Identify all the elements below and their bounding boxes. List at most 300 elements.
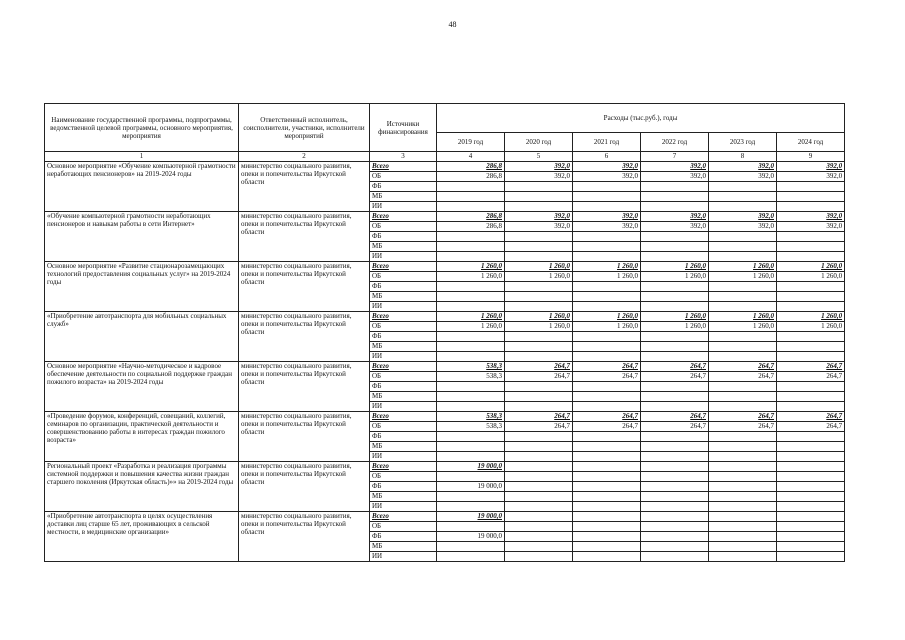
expense-value: [437, 472, 505, 482]
expense-value: [437, 402, 505, 412]
expense-value: [641, 522, 709, 532]
header-expenses: Расходы (тыс.руб.), годы: [437, 104, 845, 133]
expense-value: [505, 442, 573, 452]
expense-value: 286,8: [437, 162, 505, 172]
expense-value: [641, 392, 709, 402]
expense-value: [709, 432, 777, 442]
expense-value: [777, 512, 845, 522]
column-number: 9: [777, 152, 845, 162]
expense-value: [641, 342, 709, 352]
expense-value: 1 260,0: [641, 322, 709, 332]
expense-value: [709, 522, 777, 532]
expense-value: 392,0: [709, 172, 777, 182]
expense-value: [641, 252, 709, 262]
expense-value: [641, 452, 709, 462]
activity-name: Основное мероприятие «Обучение компьютерной грамотности неработающих пенсионеров» на 2019-2024 годы: [45, 162, 239, 212]
expense-value: 1 260,0: [573, 272, 641, 282]
expense-value: [709, 352, 777, 362]
expense-value: [777, 202, 845, 212]
expense-value: [777, 292, 845, 302]
expense-value: 392,0: [777, 212, 845, 222]
expense-value: [573, 462, 641, 472]
expense-value: 264,7: [777, 412, 845, 422]
funding-source: ИИ: [370, 402, 437, 412]
expense-value: 264,7: [641, 422, 709, 432]
header-year: 2019 год: [437, 133, 505, 152]
expense-value: [641, 242, 709, 252]
funding-source: Всего: [370, 212, 437, 222]
expense-value: 1 260,0: [573, 312, 641, 322]
expense-value: [777, 232, 845, 242]
expense-value: [573, 232, 641, 242]
expense-value: [641, 302, 709, 312]
expense-value: [709, 462, 777, 472]
expense-value: [437, 382, 505, 392]
expense-value: [437, 342, 505, 352]
expense-value: [573, 202, 641, 212]
expense-value: [777, 462, 845, 472]
expense-value: [437, 502, 505, 512]
expense-value: 264,7: [709, 372, 777, 382]
expense-value: [437, 332, 505, 342]
expense-value: [709, 242, 777, 252]
expense-value: 392,0: [505, 212, 573, 222]
funding-source: МБ: [370, 492, 437, 502]
responsible-executor: министерство социального развития, опеки и попечительства Иркутской области: [239, 362, 370, 412]
expense-value: [573, 522, 641, 532]
expense-value: [505, 282, 573, 292]
expense-value: 286,8: [437, 222, 505, 232]
funding-source: МБ: [370, 242, 437, 252]
expense-value: [641, 182, 709, 192]
expense-value: [709, 252, 777, 262]
expense-value: [573, 442, 641, 452]
expense-value: [641, 432, 709, 442]
expense-value: 264,7: [505, 362, 573, 372]
expense-value: [573, 492, 641, 502]
funding-source: ИИ: [370, 252, 437, 262]
activity-name: «Обучение компьютерной грамотности неработающих пенсионеров и навыкам работы в сети Интернет»: [45, 212, 239, 262]
header-row: [45, 104, 845, 133]
expense-value: [777, 192, 845, 202]
expense-value: [777, 542, 845, 552]
expense-value: [437, 492, 505, 502]
expense-value: [709, 302, 777, 312]
expense-value: [777, 472, 845, 482]
activity-row: [45, 212, 845, 222]
expense-value: [573, 472, 641, 482]
expense-value: [641, 402, 709, 412]
expense-value: [641, 552, 709, 562]
activity-row: [45, 162, 845, 172]
funding-source: ИИ: [370, 552, 437, 562]
expense-value: [641, 352, 709, 362]
expense-value: [777, 522, 845, 532]
expense-value: [641, 192, 709, 202]
expense-value: [437, 232, 505, 242]
expense-value: 392,0: [573, 222, 641, 232]
expense-value: [573, 292, 641, 302]
expense-value: 538,3: [437, 422, 505, 432]
expense-value: [437, 432, 505, 442]
expense-value: [437, 202, 505, 212]
expense-value: [777, 442, 845, 452]
expense-value: [505, 342, 573, 352]
funding-source: ФБ: [370, 232, 437, 242]
expense-value: [641, 382, 709, 392]
expense-value: [505, 292, 573, 302]
activity-row: [45, 312, 845, 322]
expense-value: [709, 392, 777, 402]
expense-value: [641, 542, 709, 552]
expense-value: [777, 332, 845, 342]
expense-value: [709, 512, 777, 522]
expense-value: 264,7: [641, 412, 709, 422]
expense-value: [709, 472, 777, 482]
expense-value: 1 260,0: [641, 312, 709, 322]
expense-value: [437, 452, 505, 462]
expense-value: [709, 552, 777, 562]
expense-value: [573, 402, 641, 412]
expense-value: 392,0: [641, 222, 709, 232]
responsible-executor: министерство социального развития, опеки и попечительства Иркутской области: [239, 462, 370, 512]
column-number: 5: [505, 152, 573, 162]
expense-value: [641, 482, 709, 492]
expense-value: [777, 382, 845, 392]
expense-value: [709, 332, 777, 342]
expense-value: 392,0: [777, 162, 845, 172]
expense-value: [573, 302, 641, 312]
responsible-executor: министерство социального развития, опеки и попечительства Иркутской области: [239, 212, 370, 262]
expense-value: 392,0: [777, 222, 845, 232]
expense-value: [437, 302, 505, 312]
expense-value: [777, 392, 845, 402]
expense-value: 392,0: [573, 162, 641, 172]
expense-value: [573, 502, 641, 512]
expense-value: 19 000,0: [437, 512, 505, 522]
expense-value: [573, 332, 641, 342]
activity-name: «Приобретение автотранспорта для мобильных социальных служб»: [45, 312, 239, 362]
funding-source: ОБ: [370, 172, 437, 182]
expense-value: 1 260,0: [709, 272, 777, 282]
funding-source: Всего: [370, 412, 437, 422]
expense-value: [505, 482, 573, 492]
expense-value: 1 260,0: [437, 322, 505, 332]
expense-value: [437, 292, 505, 302]
expense-value: 1 260,0: [437, 262, 505, 272]
expense-value: 1 260,0: [709, 262, 777, 272]
expense-value: [505, 432, 573, 442]
funding-source: ФБ: [370, 332, 437, 342]
column-number: 7: [641, 152, 709, 162]
activity-name: «Проведение форумов, конференций, совещаний, коллегий, семинаров по организации, практической деятельности и совершенствованию работы в интересах граждан пожилого возраста»: [45, 412, 239, 462]
responsible-executor: министерство социального развития, опеки и попечительства Иркутской области: [239, 512, 370, 562]
expense-value: 538,3: [437, 362, 505, 372]
expense-value: [709, 282, 777, 292]
header-year: 2023 год: [709, 133, 777, 152]
expense-value: 392,0: [641, 172, 709, 182]
expense-value: 19 000,0: [437, 462, 505, 472]
expense-value: [709, 192, 777, 202]
expense-value: [573, 512, 641, 522]
expense-value: [777, 282, 845, 292]
expense-value: [505, 492, 573, 502]
responsible-executor: министерство социального развития, опеки и попечительства Иркутской области: [239, 262, 370, 312]
funding-source: ОБ: [370, 522, 437, 532]
expense-value: [709, 452, 777, 462]
expense-value: [505, 242, 573, 252]
expense-value: 264,7: [709, 412, 777, 422]
expense-value: 264,7: [777, 362, 845, 372]
column-number: 2: [239, 152, 370, 162]
expense-value: 286,8: [437, 172, 505, 182]
expense-value: [437, 552, 505, 562]
expense-value: [777, 252, 845, 262]
column-number: 3: [370, 152, 437, 162]
column-numbers-row: [45, 152, 845, 162]
expense-value: [777, 352, 845, 362]
funding-source: Всего: [370, 162, 437, 172]
funding-source: ОБ: [370, 322, 437, 332]
expense-value: 1 260,0: [777, 262, 845, 272]
expense-value: [777, 552, 845, 562]
page-number: 48: [448, 20, 457, 29]
expense-value: 392,0: [573, 172, 641, 182]
expense-value: [437, 242, 505, 252]
expense-value: 1 260,0: [437, 272, 505, 282]
expense-value: 264,7: [573, 372, 641, 382]
funding-source: МБ: [370, 392, 437, 402]
expense-value: [505, 472, 573, 482]
expense-value: [573, 342, 641, 352]
expense-value: [505, 252, 573, 262]
expense-value: [573, 282, 641, 292]
expense-value: 1 260,0: [573, 262, 641, 272]
expense-value: [709, 492, 777, 502]
expense-value: 1 260,0: [505, 262, 573, 272]
expense-value: 1 260,0: [709, 322, 777, 332]
expense-value: [573, 352, 641, 362]
expense-value: 1 260,0: [437, 312, 505, 322]
funding-source: ИИ: [370, 302, 437, 312]
expense-value: [505, 522, 573, 532]
expense-value: [505, 382, 573, 392]
expense-value: 264,7: [573, 362, 641, 372]
header-year: 2024 год: [777, 133, 845, 152]
funding-source: ФБ: [370, 282, 437, 292]
expense-value: [505, 502, 573, 512]
header-name: Наименование государственной программы, подпрограммы, ведомственной целевой программы, основного мероприятия, мероприятия: [45, 104, 239, 152]
activity-row: [45, 362, 845, 372]
expense-value: [709, 202, 777, 212]
header-year: 2022 год: [641, 133, 709, 152]
expense-value: [437, 252, 505, 262]
expense-value: [437, 182, 505, 192]
expense-value: [777, 532, 845, 542]
expense-value: 264,7: [505, 412, 573, 422]
expense-value: [505, 462, 573, 472]
funding-source: Всего: [370, 262, 437, 272]
expense-value: [641, 532, 709, 542]
expense-value: [437, 352, 505, 362]
expense-value: [641, 502, 709, 512]
funding-source: МБ: [370, 542, 437, 552]
expense-value: [777, 492, 845, 502]
expense-value: [505, 202, 573, 212]
expense-value: 392,0: [709, 212, 777, 222]
expense-value: [709, 182, 777, 192]
expense-value: [641, 472, 709, 482]
header-year: 2021 год: [573, 133, 641, 152]
budget-table: [44, 103, 845, 562]
expense-value: [709, 542, 777, 552]
expense-value: [777, 402, 845, 412]
expense-value: [505, 402, 573, 412]
responsible-executor: министерство социального развития, опеки и попечительства Иркутской области: [239, 412, 370, 462]
responsible-executor: министерство социального развития, опеки и попечительства Иркутской области: [239, 162, 370, 212]
responsible-executor: министерство социального развития, опеки и попечительства Иркутской области: [239, 312, 370, 362]
expense-value: [505, 392, 573, 402]
funding-source: ФБ: [370, 432, 437, 442]
activity-name: «Приобретение автотранспорта в целях осуществления доставки лиц старше 65 лет, проживающих в сельской местности, в медицинские организации»: [45, 512, 239, 562]
expense-value: [641, 332, 709, 342]
expense-value: [573, 432, 641, 442]
column-number: 1: [45, 152, 239, 162]
expense-value: 392,0: [641, 162, 709, 172]
expense-value: 1 260,0: [709, 312, 777, 322]
funding-source: ОБ: [370, 372, 437, 382]
expense-value: 1 260,0: [641, 272, 709, 282]
expense-value: [505, 542, 573, 552]
expense-value: 286,8: [437, 212, 505, 222]
funding-source: ИИ: [370, 502, 437, 512]
funding-source: МБ: [370, 292, 437, 302]
activity-name: Основное мероприятие «Развитие стационарозамещающих технологий предоставления социальных услуг» на 2019-2024 годы: [45, 262, 239, 312]
expense-value: [573, 252, 641, 262]
funding-source: ИИ: [370, 452, 437, 462]
expense-value: 264,7: [709, 422, 777, 432]
expense-value: 264,7: [505, 372, 573, 382]
expense-value: [641, 442, 709, 452]
expense-value: [573, 192, 641, 202]
expense-value: [573, 242, 641, 252]
expense-value: [777, 482, 845, 492]
expense-value: [709, 532, 777, 542]
expense-value: [709, 482, 777, 492]
expense-value: [505, 512, 573, 522]
activity-name: Региональный проект «Разработка и реализация программы системной поддержки и повышения качества жизни граждан старшего поколения (Иркутская область)»» на 2019-2024 годы: [45, 462, 239, 512]
expense-value: [641, 512, 709, 522]
expense-value: [505, 552, 573, 562]
expense-value: [573, 552, 641, 562]
expense-value: [505, 232, 573, 242]
table-body: [45, 104, 845, 562]
funding-source: Всего: [370, 462, 437, 472]
funding-source: Всего: [370, 362, 437, 372]
expense-value: [437, 542, 505, 552]
expense-value: 1 260,0: [777, 322, 845, 332]
expense-value: 538,3: [437, 372, 505, 382]
expense-value: 264,7: [641, 362, 709, 372]
expense-value: [641, 492, 709, 502]
expense-value: 392,0: [709, 162, 777, 172]
expense-value: [505, 192, 573, 202]
activity-row: [45, 462, 845, 472]
funding-source: ОБ: [370, 472, 437, 482]
expense-value: [641, 292, 709, 302]
expense-value: 1 260,0: [505, 322, 573, 332]
expense-value: [709, 292, 777, 302]
column-number: 8: [709, 152, 777, 162]
expense-value: 392,0: [641, 212, 709, 222]
expense-value: [505, 182, 573, 192]
expense-value: [777, 302, 845, 312]
expense-value: [709, 342, 777, 352]
expense-value: 1 260,0: [641, 262, 709, 272]
funding-source: МБ: [370, 192, 437, 202]
expense-value: [641, 202, 709, 212]
expense-value: 264,7: [573, 422, 641, 432]
expense-value: [777, 432, 845, 442]
activity-row: [45, 512, 845, 522]
funding-source: ОБ: [370, 272, 437, 282]
header-responsible: Ответственный исполнитель, соисполнители, участники, исполнители мероприятий: [239, 104, 370, 152]
expense-value: 264,7: [641, 372, 709, 382]
column-number: 4: [437, 152, 505, 162]
expense-value: [437, 392, 505, 402]
expense-value: [505, 332, 573, 342]
expense-value: [709, 442, 777, 452]
activity-row: [45, 412, 845, 422]
expense-value: 538,3: [437, 412, 505, 422]
expense-value: [505, 532, 573, 542]
funding-source: ОБ: [370, 222, 437, 232]
expense-value: [777, 182, 845, 192]
expense-value: 392,0: [777, 172, 845, 182]
expense-value: [437, 192, 505, 202]
expense-value: [573, 542, 641, 552]
expense-value: [777, 502, 845, 512]
expense-value: 392,0: [505, 162, 573, 172]
expense-value: [505, 352, 573, 362]
funding-source: МБ: [370, 442, 437, 452]
expense-value: [573, 482, 641, 492]
expense-value: [573, 382, 641, 392]
expense-value: [573, 182, 641, 192]
activity-row: [45, 262, 845, 272]
funding-source: МБ: [370, 342, 437, 352]
expense-value: [777, 452, 845, 462]
expense-value: [709, 402, 777, 412]
funding-source: Всего: [370, 312, 437, 322]
expense-value: 264,7: [777, 422, 845, 432]
expense-value: [573, 392, 641, 402]
activity-name: Основное мероприятие «Научно-методическое и кадровое обеспечение деятельности по социальной поддержке граждан пожилого возраста» на 2019-2024 годы: [45, 362, 239, 412]
expense-value: [437, 442, 505, 452]
expense-value: [641, 462, 709, 472]
expense-value: 264,7: [573, 412, 641, 422]
funding-source: ФБ: [370, 182, 437, 192]
funding-source: ФБ: [370, 482, 437, 492]
expense-value: 19 000,0: [437, 532, 505, 542]
expense-value: [777, 342, 845, 352]
expense-value: [641, 232, 709, 242]
expense-value: [505, 302, 573, 312]
expense-value: 264,7: [777, 372, 845, 382]
expense-value: [709, 232, 777, 242]
header-year: 2020 год: [505, 133, 573, 152]
expense-value: 1 260,0: [777, 272, 845, 282]
